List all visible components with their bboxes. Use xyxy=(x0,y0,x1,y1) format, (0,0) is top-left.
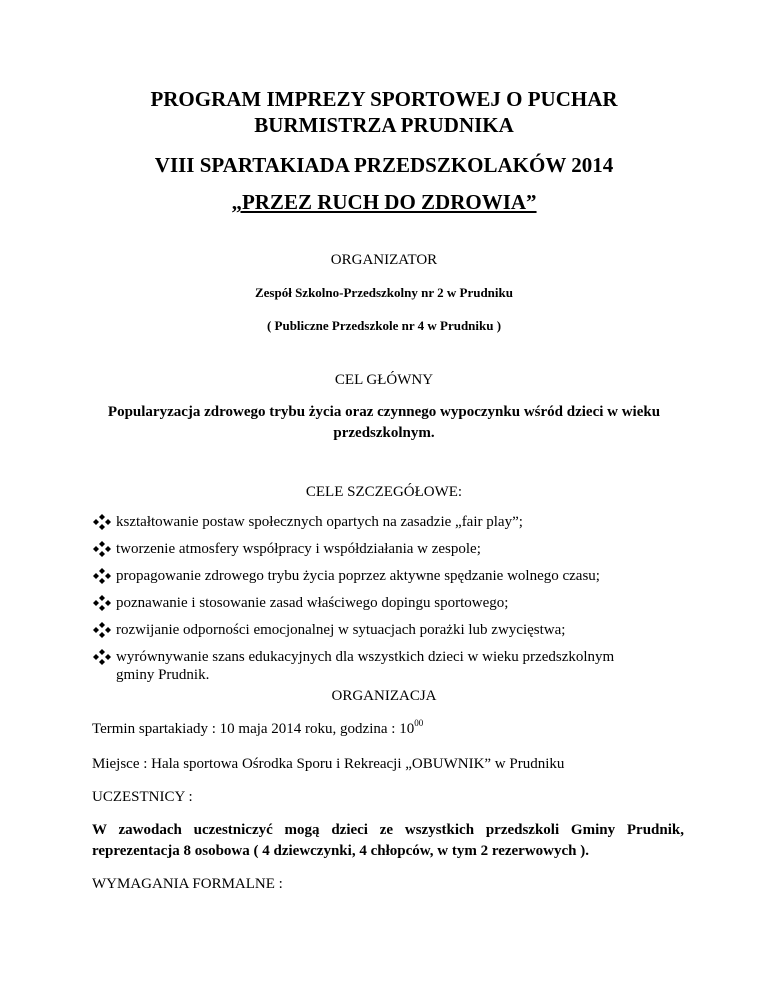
participants-heading: UCZESTNICY : xyxy=(92,789,193,805)
list-item xyxy=(92,648,656,684)
list-item xyxy=(92,594,692,612)
organization-heading: ORGANIZACJA xyxy=(331,688,437,704)
title-line-1: PROGRAM IMPREZY SPORTOWEJ O PUCHAR xyxy=(150,87,618,111)
event-date-text: Termin spartakiady : 10 maja 2014 roku, godzina : 10 xyxy=(92,721,415,737)
organizer-sub: ( Publiczne Przedszkole nr 4 w Prudniku ) xyxy=(266,318,502,333)
event-place: Miejsce : Hala sportowa Ośrodka Sporu i Rekreacji „OBUWNIK” w Prudniku xyxy=(92,756,565,772)
event-time-minutes: 00 xyxy=(414,718,424,728)
participants-text: W zawodach uczestniczyć mogą dzieci ze wszystkich przedszkoli Gminy Prudnik, reprezentacja 8 osobowa ( 4 dziewczynki, 4 chłopców, w tym 2 rezerwowych ). xyxy=(92,822,684,859)
organizer-heading: ORGANIZATOR xyxy=(330,252,438,268)
detailed-goals-list xyxy=(92,513,692,693)
event-date xyxy=(92,718,424,738)
list-item xyxy=(92,513,692,531)
list-item-text: propagowanie zdrowego trybu życia poprzez aktywne spędzanie wolnego czasu; xyxy=(116,568,600,584)
list-item xyxy=(92,540,692,558)
motto: „PRZEZ RUCH DO ZDROWIA” xyxy=(231,190,537,214)
requirements-heading: WYMAGANIA FORMALNE : xyxy=(92,876,283,892)
list-item-text: poznawanie i stosowanie zasad właściwego dopingu sportowego; xyxy=(116,595,509,611)
main-goal-heading: CEL GŁÓWNY xyxy=(334,372,434,388)
four-diamond-bullet-icon xyxy=(92,541,112,557)
list-item-text: tworzenie atmosfery współpracy i współdziałania w zespole; xyxy=(116,541,481,557)
four-diamond-bullet-icon xyxy=(92,514,112,530)
list-item xyxy=(92,567,692,585)
four-diamond-bullet-icon xyxy=(92,622,112,638)
four-diamond-bullet-icon xyxy=(92,568,112,584)
detailed-goals-heading: CELE SZCZEGÓŁOWE: xyxy=(305,484,463,500)
list-item xyxy=(92,621,692,639)
list-item-text: wyrównywanie szans edukacyjnych dla wszystkich dzieci w wieku przedszkolnym gminy Prudnik. xyxy=(116,649,615,683)
main-goal-line-2: przedszkolnym. xyxy=(333,425,435,441)
main-goal-line-1: Popularyzacja zdrowego trybu życia oraz czynnego wypoczynku wśród dzieci w wieku xyxy=(107,404,661,420)
title-line-2: BURMISTRZA PRUDNIKA xyxy=(254,113,514,137)
four-diamond-bullet-icon xyxy=(92,649,112,665)
list-item-text: rozwijanie odporności emocjonalnej w sytuacjach porażki lub zwycięstwa; xyxy=(116,622,566,638)
subtitle: VIII SPARTAKIADA PRZEDSZKOLAKÓW 2014 xyxy=(154,153,614,177)
four-diamond-bullet-icon xyxy=(92,595,112,611)
organizer-name: Zespół Szkolno-Przedszkolny nr 2 w Prudniku xyxy=(254,285,513,300)
list-item-text: kształtowanie postaw społecznych opartych na zasadzie „fair play”; xyxy=(116,514,523,530)
